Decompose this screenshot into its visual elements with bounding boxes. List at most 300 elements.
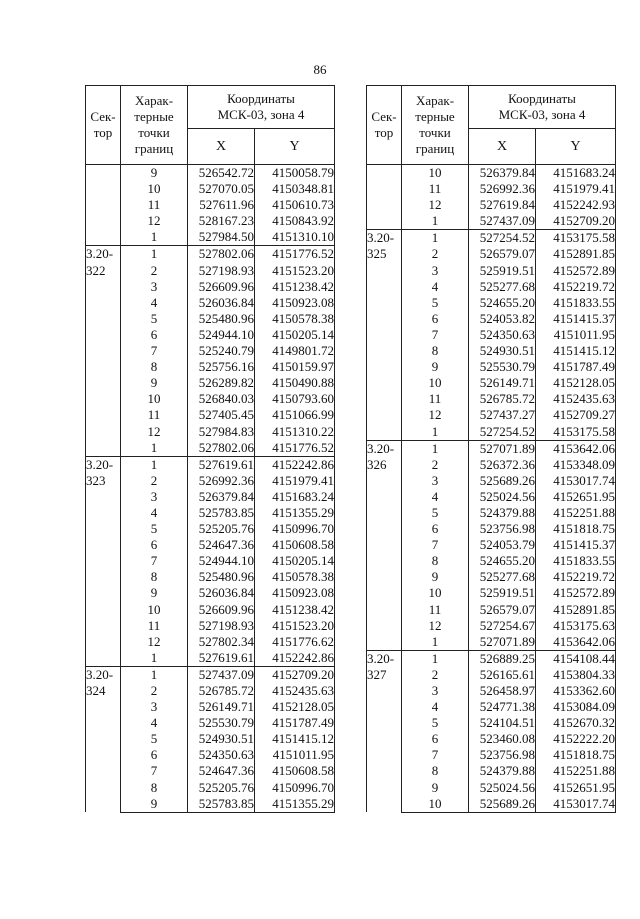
table-row [367,602,616,618]
table-row [367,667,616,683]
point-number-cell: 12 [402,407,469,423]
table-row [86,602,335,618]
table-row [86,197,335,213]
point-number-cell: 6 [402,311,469,327]
y-coordinate-cell: 4152709.20 [536,213,616,230]
y-coordinate-cell: 4152651.95 [536,489,616,505]
x-coordinate-cell: 527984.50 [188,229,255,246]
x-coordinate-cell: 525205.76 [188,521,255,537]
table-row [367,165,616,182]
y-coordinate-cell: 4151833.55 [536,295,616,311]
y-coordinate-cell: 4154108.44 [536,650,616,667]
table-row [367,618,616,634]
x-coordinate-cell: 527984.83 [188,424,255,440]
x-coordinate-cell: 524930.51 [469,343,536,359]
y-coordinate-cell: 4151238.42 [255,279,335,295]
table-row [86,246,335,263]
x-coordinate-cell: 525277.68 [469,279,536,295]
point-number-cell: 10 [121,181,188,197]
table-row [367,327,616,343]
x-coordinate-cell: 525756.16 [188,359,255,375]
y-coordinate-cell: 4152709.27 [536,407,616,423]
header-y: Y [536,129,616,165]
x-coordinate-cell: 526785.72 [188,683,255,699]
x-coordinate-cell: 525530.79 [188,715,255,731]
y-coordinate-cell: 4152572.89 [536,585,616,601]
y-coordinate-cell: 4153084.09 [536,699,616,715]
x-coordinate-cell: 524647.36 [188,763,255,779]
table-row [367,457,616,473]
table-row [367,796,616,813]
y-coordinate-cell: 4152222.20 [536,731,616,747]
table-row [86,699,335,715]
table-row [367,489,616,505]
point-number-cell: 5 [121,521,188,537]
y-coordinate-cell: 4152572.89 [536,263,616,279]
x-coordinate-cell: 527619.84 [469,197,536,213]
y-coordinate-cell: 4150578.38 [255,311,335,327]
y-coordinate-cell: 4153175.58 [536,230,616,247]
table-row [367,569,616,585]
x-coordinate-cell: 526542.72 [188,165,255,182]
x-coordinate-cell: 525480.96 [188,311,255,327]
y-coordinate-cell: 4151683.24 [536,165,616,182]
header-sector: Сек- тор [86,86,121,165]
point-number-cell: 11 [121,407,188,423]
table-row [86,343,335,359]
y-coordinate-cell: 4151355.29 [255,505,335,521]
point-number-cell: 1 [121,456,188,473]
table-row [367,407,616,423]
y-coordinate-cell: 4152242.86 [255,456,335,473]
x-coordinate-cell: 525530.79 [469,359,536,375]
point-number-cell: 1 [121,229,188,246]
table-row [86,165,335,182]
coordinates-table-left [85,85,335,813]
table-row [86,715,335,731]
y-coordinate-cell: 4151066.99 [255,407,335,423]
x-coordinate-cell: 525783.85 [188,796,255,813]
sector-cell: 3.20- 324 [86,666,121,812]
point-number-cell: 10 [121,391,188,407]
x-coordinate-cell: 527437.09 [469,213,536,230]
x-coordinate-cell: 524104.51 [469,715,536,731]
table-row [367,279,616,295]
point-number-cell: 1 [402,213,469,230]
point-number-cell: 1 [402,634,469,651]
point-number-cell: 4 [121,505,188,521]
y-coordinate-cell: 4150159.97 [255,359,335,375]
table-row [367,505,616,521]
point-number-cell: 8 [121,780,188,796]
y-coordinate-cell: 4151683.24 [255,489,335,505]
table-row [367,213,616,230]
y-coordinate-cell: 4152242.86 [255,650,335,667]
y-coordinate-cell: 4151833.55 [536,553,616,569]
y-coordinate-cell: 4151310.10 [255,229,335,246]
point-number-cell: 1 [121,440,188,457]
header-points: Харак- терные точки границ [402,86,469,165]
table-row [367,375,616,391]
table-row [86,780,335,796]
table-row [367,537,616,553]
x-coordinate-cell: 525277.68 [469,569,536,585]
point-number-cell: 10 [402,165,469,182]
x-coordinate-cell: 527802.34 [188,634,255,650]
x-coordinate-cell: 525024.56 [469,780,536,796]
point-number-cell: 10 [402,375,469,391]
table-row [367,634,616,651]
table-row [86,666,335,683]
sector-cell: 3.20- 327 [367,650,402,812]
point-number-cell: 7 [402,327,469,343]
x-coordinate-cell: 525240.79 [188,343,255,359]
table-row [86,311,335,327]
point-number-cell: 2 [402,457,469,473]
y-coordinate-cell: 4150608.58 [255,763,335,779]
coordinates-table-right [366,85,616,813]
point-number-cell: 2 [121,683,188,699]
point-number-cell: 6 [402,731,469,747]
y-coordinate-cell: 4152435.63 [255,683,335,699]
y-coordinate-cell: 4150610.73 [255,197,335,213]
point-number-cell: 1 [121,666,188,683]
x-coordinate-cell: 525480.96 [188,569,255,585]
point-number-cell: 6 [121,327,188,343]
table-row [86,440,335,457]
y-coordinate-cell: 4152219.72 [536,279,616,295]
sector-cell: 3.20- 322 [86,246,121,456]
y-coordinate-cell: 4153175.63 [536,618,616,634]
x-coordinate-cell: 527254.52 [469,424,536,441]
point-number-cell: 12 [402,197,469,213]
point-number-cell: 2 [121,263,188,279]
y-coordinate-cell: 4153362.60 [536,683,616,699]
point-number-cell: 4 [121,295,188,311]
point-number-cell: 10 [402,585,469,601]
x-coordinate-cell: 527071.89 [469,440,536,457]
y-coordinate-cell: 4150205.14 [255,553,335,569]
x-coordinate-cell: 526609.96 [188,279,255,295]
x-coordinate-cell: 525919.51 [469,263,536,279]
x-coordinate-cell: 525783.85 [188,505,255,521]
table-row [86,763,335,779]
point-number-cell: 7 [121,343,188,359]
point-number-cell: 9 [402,359,469,375]
point-number-cell: 3 [402,473,469,489]
point-number-cell: 11 [402,602,469,618]
x-coordinate-cell: 524053.82 [469,311,536,327]
x-coordinate-cell: 526579.07 [469,246,536,262]
table-row [367,295,616,311]
point-number-cell: 9 [121,165,188,182]
point-number-cell: 3 [402,683,469,699]
x-coordinate-cell: 526149.71 [188,699,255,715]
point-number-cell: 11 [402,391,469,407]
point-number-cell: 5 [121,731,188,747]
table-row [367,263,616,279]
table-row [86,585,335,601]
y-coordinate-cell: 4151979.41 [536,181,616,197]
table-row [367,343,616,359]
y-coordinate-cell: 4151787.49 [536,359,616,375]
x-coordinate-cell: 527619.61 [188,456,255,473]
y-coordinate-cell: 4153642.06 [536,440,616,457]
y-coordinate-cell: 4151523.20 [255,618,335,634]
x-coordinate-cell: 525024.56 [469,489,536,505]
point-number-cell: 5 [402,505,469,521]
point-number-cell: 1 [402,230,469,247]
y-coordinate-cell: 4151776.52 [255,246,335,263]
header-points: Харак- терные точки границ [121,86,188,165]
y-coordinate-cell: 4152251.88 [536,505,616,521]
table-row [367,585,616,601]
y-coordinate-cell: 4151415.37 [536,537,616,553]
table-row [367,359,616,375]
point-number-cell: 8 [402,763,469,779]
y-coordinate-cell: 4150608.58 [255,537,335,553]
x-coordinate-cell: 528167.23 [188,213,255,229]
table-row [86,375,335,391]
x-coordinate-cell: 525919.51 [469,585,536,601]
point-number-cell: 9 [121,585,188,601]
x-coordinate-cell: 524379.88 [469,505,536,521]
x-coordinate-cell: 527405.45 [188,407,255,423]
y-coordinate-cell: 4151011.95 [536,327,616,343]
point-number-cell: 9 [402,569,469,585]
x-coordinate-cell: 526036.84 [188,585,255,601]
y-coordinate-cell: 4152670.32 [536,715,616,731]
table-row [367,683,616,699]
y-coordinate-cell: 4153017.74 [536,473,616,489]
x-coordinate-cell: 527611.96 [188,197,255,213]
point-number-cell: 5 [402,295,469,311]
header-coordinates: Координаты МСК-03, зона 4 [469,86,616,129]
table-row [367,650,616,667]
point-number-cell: 11 [121,618,188,634]
table-body-right [367,165,616,813]
point-number-cell: 5 [121,311,188,327]
y-coordinate-cell: 4152435.63 [536,391,616,407]
x-coordinate-cell: 525689.26 [469,796,536,813]
x-coordinate-cell: 526165.61 [469,667,536,683]
table-row [367,246,616,262]
table-row [86,295,335,311]
table-row [86,359,335,375]
point-number-cell: 12 [121,424,188,440]
point-number-cell: 10 [121,602,188,618]
x-coordinate-cell: 526289.82 [188,375,255,391]
x-coordinate-cell: 527198.93 [188,618,255,634]
x-coordinate-cell: 523756.98 [469,747,536,763]
x-coordinate-cell: 526372.36 [469,457,536,473]
y-coordinate-cell: 4150490.88 [255,375,335,391]
y-coordinate-cell: 4152651.95 [536,780,616,796]
y-coordinate-cell: 4150843.92 [255,213,335,229]
x-coordinate-cell: 526889.25 [469,650,536,667]
y-coordinate-cell: 4151523.20 [255,263,335,279]
x-coordinate-cell: 527437.27 [469,407,536,423]
point-number-cell: 7 [402,747,469,763]
point-number-cell: 1 [402,424,469,441]
table-row [86,796,335,813]
y-coordinate-cell: 4152251.88 [536,763,616,779]
x-coordinate-cell: 524771.38 [469,699,536,715]
y-coordinate-cell: 4152709.20 [255,666,335,683]
x-coordinate-cell: 527802.06 [188,440,255,457]
y-coordinate-cell: 4150923.08 [255,295,335,311]
sector-cell: 3.20- 325 [367,230,402,440]
y-coordinate-cell: 4150205.14 [255,327,335,343]
x-coordinate-cell: 524944.10 [188,553,255,569]
x-coordinate-cell: 524053.79 [469,537,536,553]
table-row [86,489,335,505]
x-coordinate-cell: 524647.36 [188,537,255,553]
table-row [367,699,616,715]
x-coordinate-cell: 527254.67 [469,618,536,634]
x-coordinate-cell: 526609.96 [188,602,255,618]
table-row [86,391,335,407]
table-row [367,715,616,731]
point-number-cell: 4 [121,715,188,731]
point-number-cell: 6 [121,537,188,553]
table-row [86,618,335,634]
x-coordinate-cell: 526785.72 [469,391,536,407]
x-coordinate-cell: 527071.89 [469,634,536,651]
y-coordinate-cell: 4151776.62 [255,634,335,650]
x-coordinate-cell: 524944.10 [188,327,255,343]
x-coordinate-cell: 526992.36 [188,473,255,489]
point-number-cell: 10 [402,796,469,813]
x-coordinate-cell: 524350.63 [469,327,536,343]
point-number-cell: 1 [402,650,469,667]
point-number-cell: 2 [121,473,188,489]
y-coordinate-cell: 4151415.37 [536,311,616,327]
y-coordinate-cell: 4151011.95 [255,747,335,763]
table-row [86,407,335,423]
table-row [367,553,616,569]
point-number-cell: 1 [402,440,469,457]
x-coordinate-cell: 526149.71 [469,375,536,391]
table-row [367,731,616,747]
y-coordinate-cell: 4150996.70 [255,780,335,796]
y-coordinate-cell: 4150996.70 [255,521,335,537]
x-coordinate-cell: 526036.84 [188,295,255,311]
table-row [86,537,335,553]
y-coordinate-cell: 4151310.22 [255,424,335,440]
y-coordinate-cell: 4151415.12 [536,343,616,359]
point-number-cell: 6 [121,747,188,763]
x-coordinate-cell: 523460.08 [469,731,536,747]
table-row [86,731,335,747]
header-coordinates: Координаты МСК-03, зона 4 [188,86,335,129]
x-coordinate-cell: 525689.26 [469,473,536,489]
header-x: X [188,129,255,165]
point-number-cell: 3 [121,699,188,715]
y-coordinate-cell: 4153804.33 [536,667,616,683]
y-coordinate-cell: 4153348.09 [536,457,616,473]
y-coordinate-cell: 4153017.74 [536,796,616,813]
sector-cell [86,165,121,246]
y-coordinate-cell: 4150793.60 [255,391,335,407]
point-number-cell: 8 [121,569,188,585]
y-coordinate-cell: 4151238.42 [255,602,335,618]
point-number-cell: 4 [402,279,469,295]
table-row [86,747,335,763]
table-body-left [86,165,335,813]
table-row [86,456,335,473]
table-row [86,327,335,343]
table-row [86,473,335,489]
y-coordinate-cell: 4150348.81 [255,181,335,197]
table-row [86,650,335,667]
x-coordinate-cell: 526379.84 [469,165,536,182]
table-row [367,197,616,213]
y-coordinate-cell: 4150578.38 [255,569,335,585]
table-row [367,181,616,197]
y-coordinate-cell: 4152128.05 [536,375,616,391]
point-number-cell: 4 [402,699,469,715]
y-coordinate-cell: 4152219.72 [536,569,616,585]
y-coordinate-cell: 4153175.58 [536,424,616,441]
point-number-cell: 7 [121,553,188,569]
table-row [367,440,616,457]
table-row [86,213,335,229]
point-number-cell: 11 [121,197,188,213]
table-row [367,763,616,779]
page-number: 86 [313,62,327,77]
point-number-cell: 8 [402,343,469,359]
table-row [86,181,335,197]
y-coordinate-cell: 4151776.52 [255,440,335,457]
y-coordinate-cell: 4152891.85 [536,602,616,618]
table-row [86,279,335,295]
header-x: X [469,129,536,165]
x-coordinate-cell: 524655.20 [469,295,536,311]
point-number-cell: 1 [121,246,188,263]
x-coordinate-cell: 524379.88 [469,763,536,779]
point-number-cell: 3 [121,489,188,505]
y-coordinate-cell: 4151818.75 [536,747,616,763]
table-row [86,263,335,279]
point-number-cell: 9 [121,796,188,813]
x-coordinate-cell: 526458.97 [469,683,536,699]
point-number-cell: 12 [121,213,188,229]
point-number-cell: 9 [402,780,469,796]
sector-cell [367,165,402,230]
point-number-cell: 2 [402,246,469,262]
table-row [367,780,616,796]
y-coordinate-cell: 4150923.08 [255,585,335,601]
table-row [86,553,335,569]
point-number-cell: 1 [121,650,188,667]
y-coordinate-cell: 4149801.72 [255,343,335,359]
point-number-cell: 12 [402,618,469,634]
x-coordinate-cell: 527070.05 [188,181,255,197]
y-coordinate-cell: 4151979.41 [255,473,335,489]
table-row [86,634,335,650]
x-coordinate-cell: 526840.03 [188,391,255,407]
table-row [86,229,335,246]
y-coordinate-cell: 4152128.05 [255,699,335,715]
x-coordinate-cell: 526579.07 [469,602,536,618]
x-coordinate-cell: 526379.84 [188,489,255,505]
table-row [86,521,335,537]
y-coordinate-cell: 4151787.49 [255,715,335,731]
table-row [86,683,335,699]
x-coordinate-cell: 523756.98 [469,521,536,537]
point-number-cell: 4 [402,489,469,505]
